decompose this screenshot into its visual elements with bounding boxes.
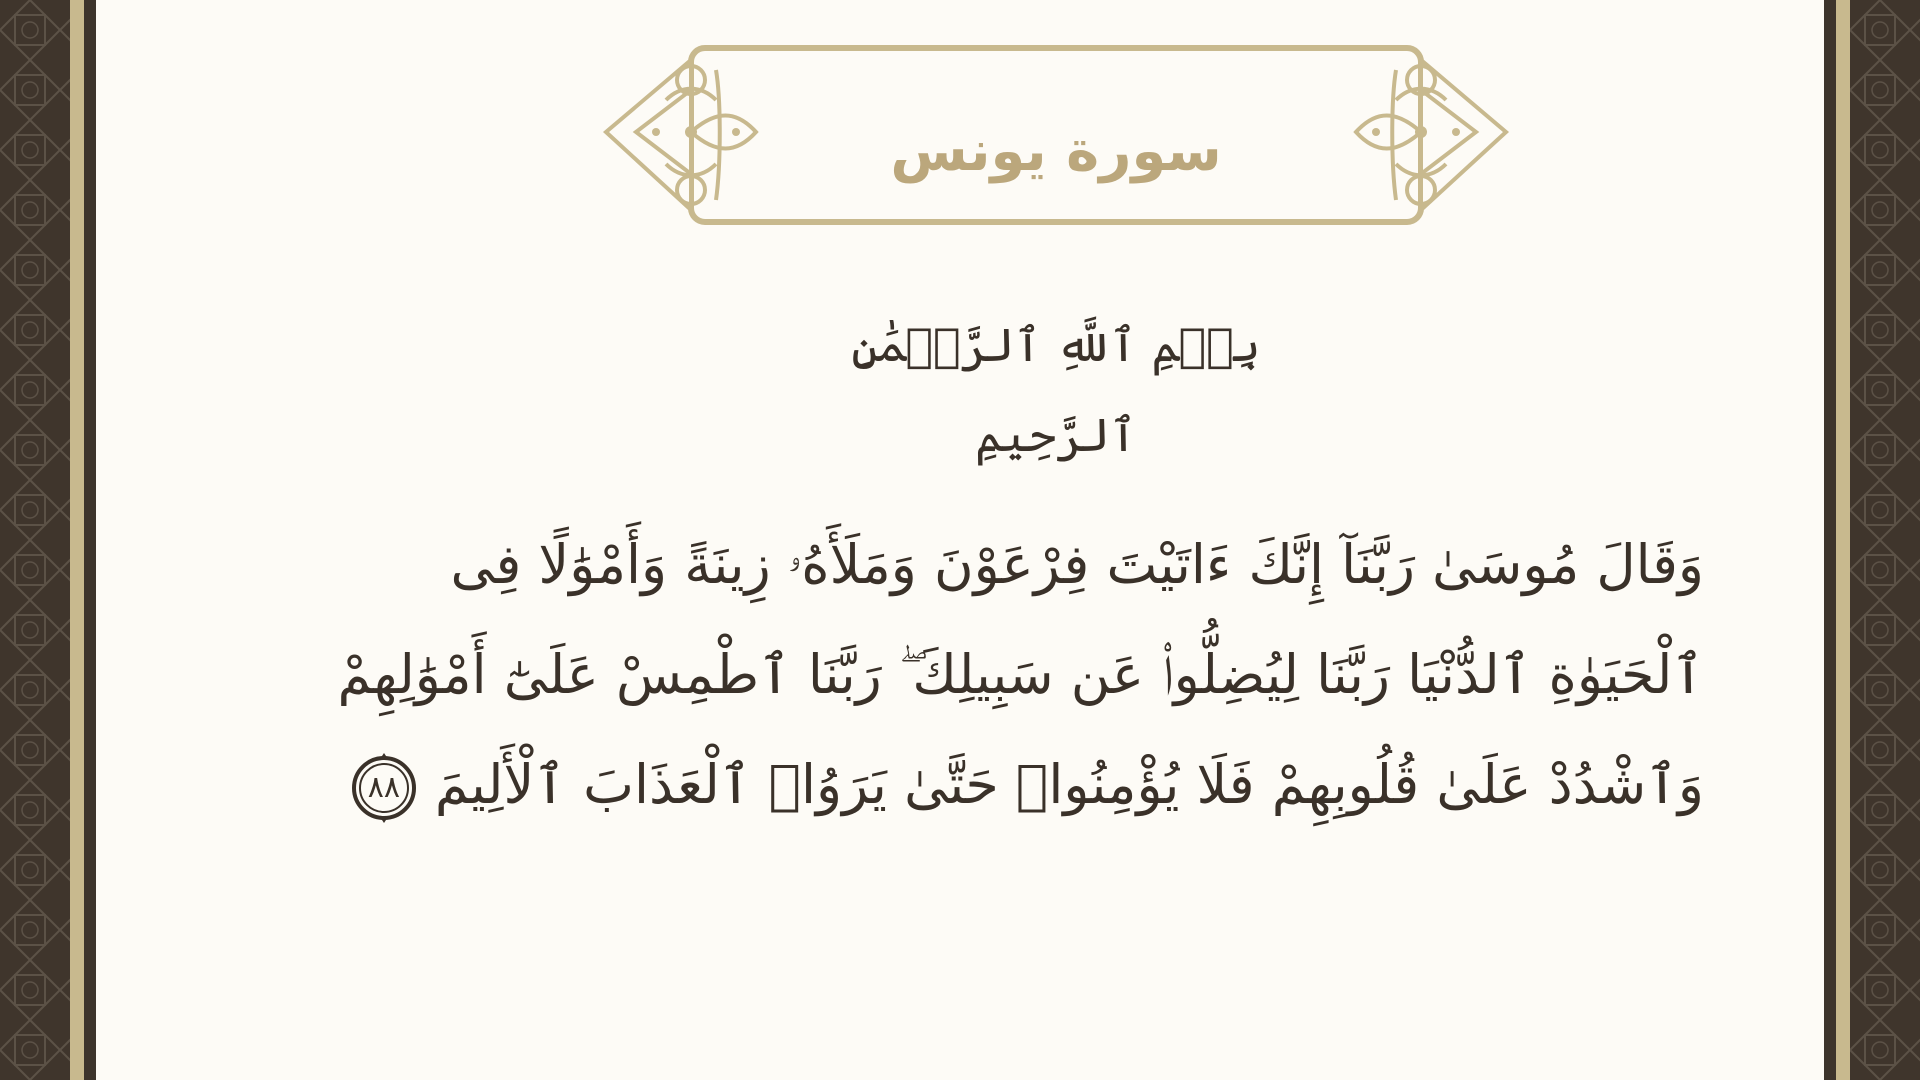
right-gold-frame [1836,0,1850,1080]
surah-title: سورة يونس [890,119,1222,184]
verse-line-2: ٱلْحَيَوٰةِ ٱلدُّنْيَا رَبَّنَا لِيُضِلُّوا۟ عَن سَبِيلِكَ ۖ رَبَّنَا ٱطْمِسْ عَلَىٰٓ أَمْوَٰلِهِمْ [337,643,1704,706]
page-canvas [96,0,1824,1080]
left-gold-frame [70,0,84,1080]
verse-line-3 [164,730,1704,840]
ayah-number: ٨٨ [367,770,400,806]
verse-text [164,510,1704,840]
left-ornamental-border [0,0,70,1080]
verse-line-3-text: وَٱشْدُدْ عَلَىٰ قُلُوبِهِمْ فَلَا يُؤْمِنُوا۟ حَتَّىٰ يَرَوُا۟ ٱلْعَذَابَ ٱلْأَلِيمَ [434,753,1704,816]
right-ornamental-border [1850,0,1920,1080]
geometric-pattern-left [0,0,70,1080]
geometric-pattern-right [1850,0,1920,1080]
verse-line-1: وَقَالَ مُوسَىٰ رَبَّنَآ إِنَّكَ ءَاتَيْتَ فِرْعَوْنَ وَمَلَأَهُۥ زِينَةً وَأَمْوَٰلًا فِى [450,533,1704,596]
basmala: بِسۡمِ ٱللَّهِ ٱلرَّحۡمَٰنِ ٱلرَّحِيمِ [851,318,1261,462]
ayah-number-marker [347,751,421,825]
surah-header [596,40,1516,230]
